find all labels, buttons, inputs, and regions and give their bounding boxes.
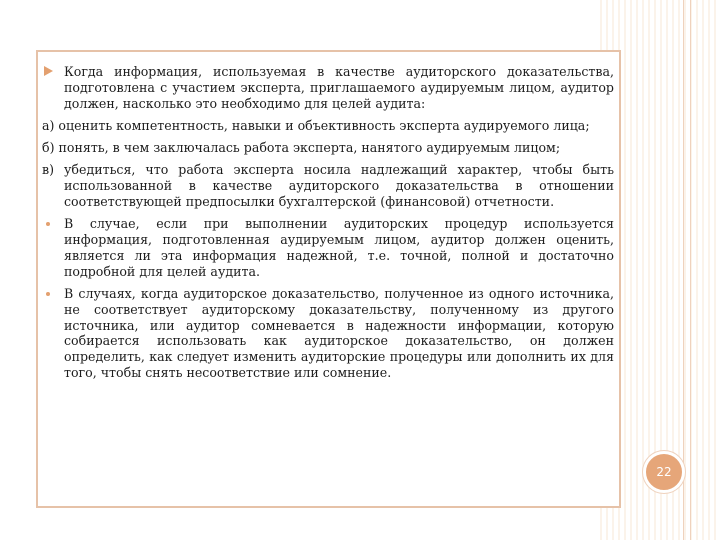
page-number: 22: [656, 465, 672, 479]
paragraph-text: а) оценить компетентность, навыки и объективность эксперта аудируемого лица;: [42, 117, 590, 133]
paragraph-text: В случаях, когда аудиторское доказательство, полученное из одного источника, не соответствует аудиторскому доказательству, полученному из другого источника, или аудитор сомневается в надежности информации, которую собирается использовать как аудиторское доказательство, он должен определить, как следует изменить аудиторские процедуры или дополнить их для того, чтобы снять несоответствие или сомнение.: [64, 286, 614, 381]
dot-bullet-icon: [46, 292, 50, 296]
decorative-line: [690, 0, 691, 540]
slide-content: [42, 64, 614, 387]
paragraph-intro: [42, 64, 614, 111]
arrow-bullet-icon: [44, 66, 53, 76]
list-item-c: [42, 162, 614, 209]
list-item-b: [42, 140, 614, 156]
paragraph-text: б) понять, в чем заключалась работа эксперта, нанятого аудируемым лицом;: [42, 140, 561, 156]
decorative-line: [683, 0, 684, 540]
paragraph-text: В случае, если при выполнении аудиторских процедур используется информация, подготовленная аудируемым лицом, аудитор должен оценить, является ли эта информация надежной, т.е. точной, полной и достаточно подробной для целей аудита.: [64, 216, 614, 279]
paragraph-inconsistency: [42, 286, 614, 381]
page-number-badge: [643, 451, 685, 493]
dot-bullet-icon: [46, 222, 50, 226]
paragraph-reliability: [42, 216, 614, 279]
paragraph-text: в) убедиться, что работа эксперта носила надлежащий характер, чтобы быть использованной в качестве аудиторского доказательства в отношении соответствующей предпосылки бухгалтерской (финансовой) отчетности.: [42, 162, 614, 210]
list-item-a: [42, 118, 614, 134]
paragraph-text: Когда информация, используемая в качестве аудиторского доказательства, подготовлена с участием эксперта, приглашаемого аудируемым лицом, аудитор должен, насколько это необходимо для целей аудита:: [64, 64, 614, 111]
